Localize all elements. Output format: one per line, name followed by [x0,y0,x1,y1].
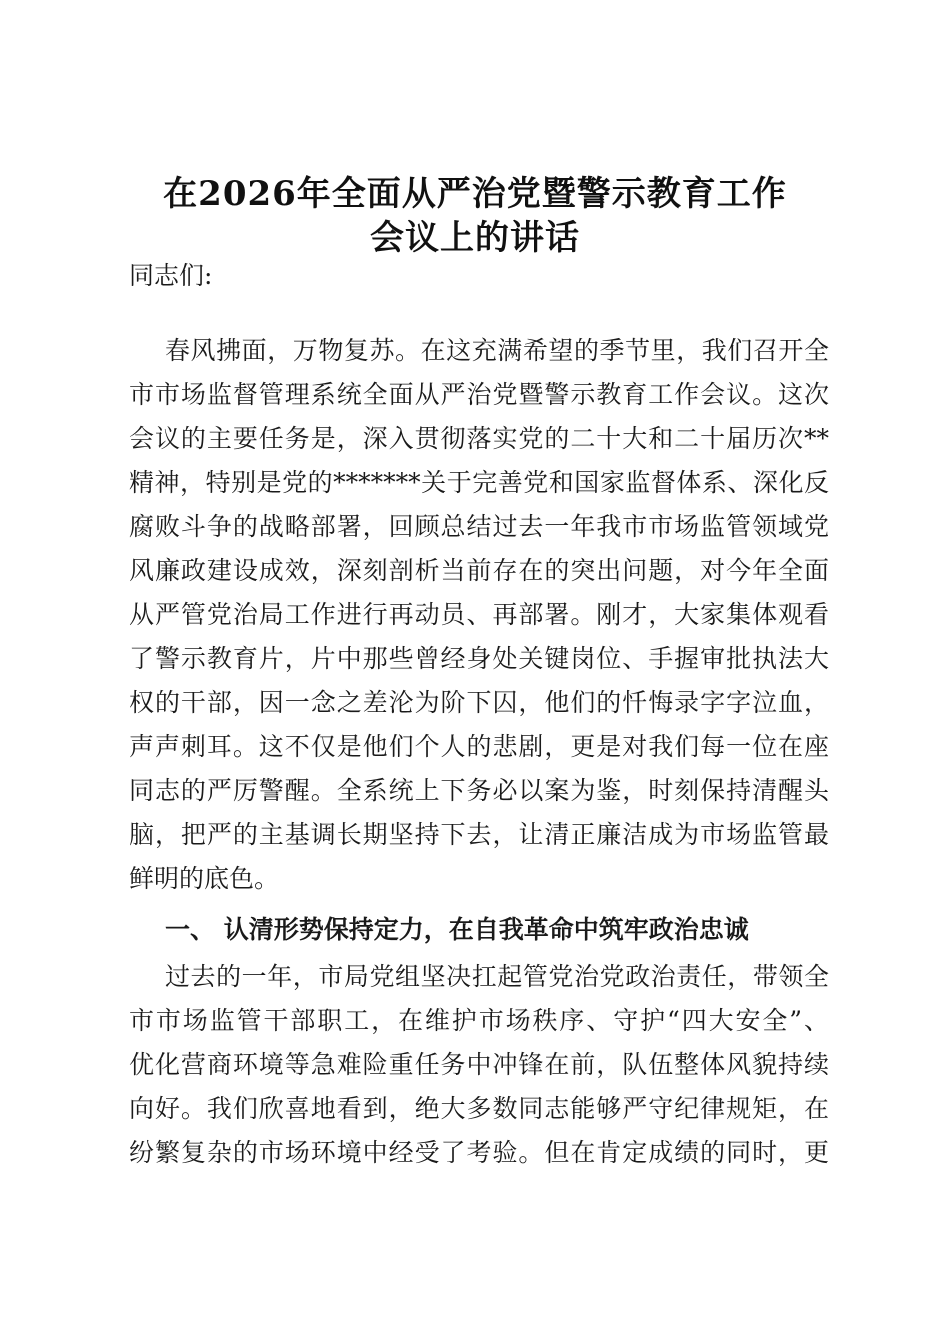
paragraph-line: 脑，把严的主基调长期坚持下去，让清正廉洁成为市场监管最 [129,820,829,849]
section-heading-1: 一、 认清形势保持定力，在自我革命中筑牢政治忠诚 [165,915,749,944]
document-title-line-1: 在2026年全面从严治党暨警示教育工作 [163,174,787,214]
paragraph-line: 市市场监督管理系统全面从严治党暨警示教育工作会议。这次 [129,380,829,409]
salutation: 同志们: [129,261,213,290]
paragraph-line: 权的干部，因一念之差沦为阶下囚，他们的忏悔录字字泣血， [129,688,829,717]
paragraph-line: 春风拂面，万物复苏。在这充满希望的季节里，我们召开全 [165,336,829,365]
paragraph-line: 向好。我们欣喜地看到，绝大多数同志能够严守纪律规矩，在 [129,1094,829,1123]
paragraph-line: 纷繁复杂的市场环境中经受了考验。但在肯定成绩的同时，更 [129,1138,829,1167]
document-title-line-2: 会议上的讲话 [370,218,580,258]
paragraph-line: 同志的严厉警醒。全系统上下务必以案为鉴，时刻保持清醒头 [129,776,829,805]
paragraph-line: 从严管党治局工作进行再动员、再部署。刚才，大家集体观看 [129,600,829,629]
paragraph-line: 了警示教育片，片中那些曾经身处关键岗位、手握审批执法大 [129,644,829,673]
paragraph-line: 风廉政建设成效，深刻剖析当前存在的突出问题，对今年全面 [129,556,829,585]
paragraph-line: 鲜明的底色。 [129,864,280,893]
paragraph-line: 过去的一年，市局党组坚决扛起管党治党政治责任，带领全 [165,962,829,991]
paragraph-line: 优化营商环境等急难险重任务中冲锋在前，队伍整体风貌持续 [129,1050,829,1079]
paragraph-line: 精神，特别是党的*******关于完善党和国家监督体系、深化反 [129,468,829,497]
paragraph-line: 声声刺耳。这不仅是他们个人的悲剧，更是对我们每一位在座 [129,732,829,761]
paragraph-line: 市市场监管干部职工，在维护市场秩序、守护“四大安全”、 [129,1006,829,1035]
paragraph-line: 腐败斗争的战略部署，回顾总结过去一年我市市场监管领域党 [129,512,829,541]
paragraph-line: 会议的主要任务是，深入贯彻落实党的二十大和二十届历次** [129,424,829,453]
